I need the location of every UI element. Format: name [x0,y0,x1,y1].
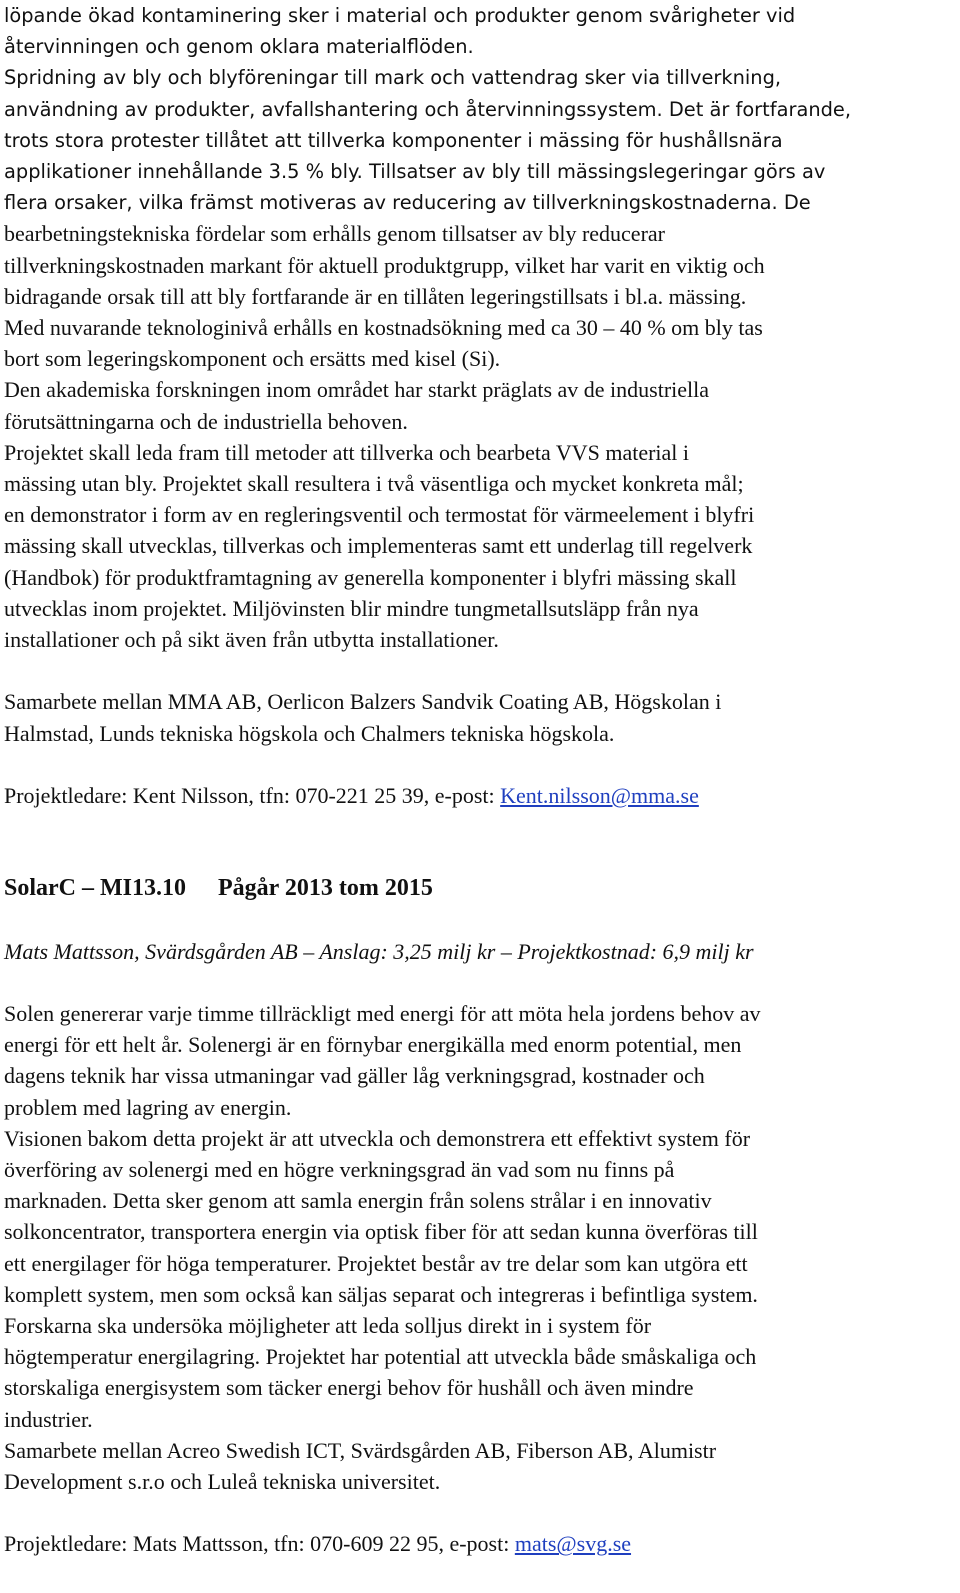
text-line: högtemperatur energilagring. Projektet har potential att utveckla både småskaliga och [4,1344,757,1370]
text-line: bidragande orsak till att bly fortfarande är en tillåten legeringstillsats i bl.a. mässing. [4,283,747,309]
text-line: Visionen bakom detta projekt är att utveckla och demonstrera ett effektivt system för [4,1125,751,1151]
text-line: Med nuvarande teknologinivå erhålls en kostnadsökning med ca 30 – 40 % om bly tas [4,315,763,341]
text-line: användning av produkter, avfallshantering och återvinningssystem. Det är fortfarande, [4,97,852,121]
project-status: Pågår 2013 tom 2015 [218,875,433,902]
document-page [4,0,950,1560]
email-link[interactable]: mats@svg.se [514,1531,632,1557]
spacer [4,749,950,780]
text-line: storskaliga energisystem som täcker energi behov för hushåll och även mindre [4,1375,694,1401]
project-leader-text: Projektledare: Kent Nilsson, tfn: 070-221 25 39, e-post: [4,783,501,809]
text-line: dagens teknik har vissa utmaningar vad gäller låg verkningsgrad, kostnader och [4,1063,705,1089]
text-line: överföring av solenergi med en högre verkningsgrad än vad som nu finns på [4,1157,675,1183]
text-line: marknaden. Detta sker genom att samla energin från solens strålar i en innovativ [4,1188,712,1214]
text-line: Forskarna ska undersöka möjligheter att leda solljus direkt in i system för [4,1313,652,1339]
text-line: ett energilager för höga temperaturer. Projektet består av tre delar som kan utgöra ett [4,1250,748,1276]
text-line: flera orsaker, vilka främst motiveras av reducering av tillverkningskostnaderna. De [4,191,811,215]
text-line: tillverkningskostnaden markant för aktuell produktgrupp, vilket har varit en viktig och [4,252,765,278]
text-line: Samarbete mellan MMA AB, Oerlicon Balzers Sandvik Coating AB, Högskolan i [4,689,722,715]
text-line: komplett system, men som också kan säljas separat och integreras i befintliga system. [4,1281,758,1307]
text-line: mässing utan bly. Projektet skall resultera i två väsentliga och mycket konkreta mål; [4,471,744,497]
spacer [4,1497,950,1528]
project-heading [4,873,950,904]
email-link[interactable]: Kent.nilsson@mma.se [500,783,699,809]
text-line: Development s.r.o och Luleå tekniska universitet. [4,1469,441,1495]
project-meta: Mats Mattsson, Svärdsgården AB – Anslag: 3,25 milj kr – Projektkostnad: 6,9 milj kr [4,938,754,964]
text-line: installationer och på sikt även från utbytta installationer. [4,627,499,653]
text-line: Den akademiska forskningen inom området har starkt präglats av de industriella [4,377,710,403]
section1-project-leader [4,780,950,811]
text-line: Samarbete mellan Acreo Swedish ICT, Svärdsgården AB, Fiberson AB, Alumistr [4,1437,717,1463]
text-line: trots stora protester tillåtet att tillverka komponenter i mässing för hushållsnära [4,128,783,152]
section2-body [4,998,950,1497]
text-line: bearbetningstekniska fördelar som erhålls genom tillsatser av bly reducerar [4,221,665,247]
text-line: förutsättningarna och de industriella behoven. [4,408,408,434]
text-line: en demonstrator i form av en regleringsventil och termostat för värmeelement i blyfri [4,502,755,528]
text-line: (Handbok) för produktframtagning av generella komponenter i blyfri mässing skall [4,564,737,590]
spacer [4,904,950,935]
text-line: industrier. [4,1406,93,1432]
text-line: solkoncentrator, transportera energin via optisk fiber för att sedan kunna överföras till [4,1219,758,1245]
text-line: löpande ökad kontaminering sker i material och produkter genom svårigheter vid [4,4,796,27]
text-line: problem med lagring av energin. [4,1094,292,1120]
text-line: applikationer innehållande 3.5 % bly. Tillsatser av bly till mässingslegeringar görs av [4,160,826,184]
text-line: återvinningen och genom oklara materialflöden. [4,35,474,59]
text-line: mässing skall utvecklas, tillverkas och implementeras samt ett underlag till regelverk [4,533,753,559]
text-line: Solen genererar varje timme tillräckligt med energi för att möta hela jordens behov av [4,1001,761,1027]
text-line: Projektet skall leda fram till metoder att tillverka och bearbeta VVS material i [4,439,690,465]
text-line: utvecklas inom projektet. Miljövinsten blir mindre tungmetallsutsläpp från nya [4,595,699,621]
text-line: Spridning av bly och blyföreningar till mark och vattendrag sker via tillverkning, [4,66,782,90]
section1-body-serif [4,218,950,655]
text-line: Halmstad, Lunds tekniska högskola och Chalmers tekniska högskola. [4,720,615,746]
section1-cooperation [4,686,950,748]
section2-project-leader [4,1528,950,1559]
section1-body-sans [4,0,950,218]
spacer [4,811,950,873]
text-line: bort som legeringskomponent och ersätts med kisel (Si). [4,346,501,372]
spacer [4,655,950,686]
spacer [4,967,950,998]
project-leader-text: Projektledare: Mats Mattsson, tfn: 070-609 22 95, e-post: [4,1531,515,1557]
text-line: energi för ett helt år. Solenergi är en förnybar energikälla med enorm potential, men [4,1032,742,1058]
project-title: SolarC – MI13.10 [4,875,186,902]
